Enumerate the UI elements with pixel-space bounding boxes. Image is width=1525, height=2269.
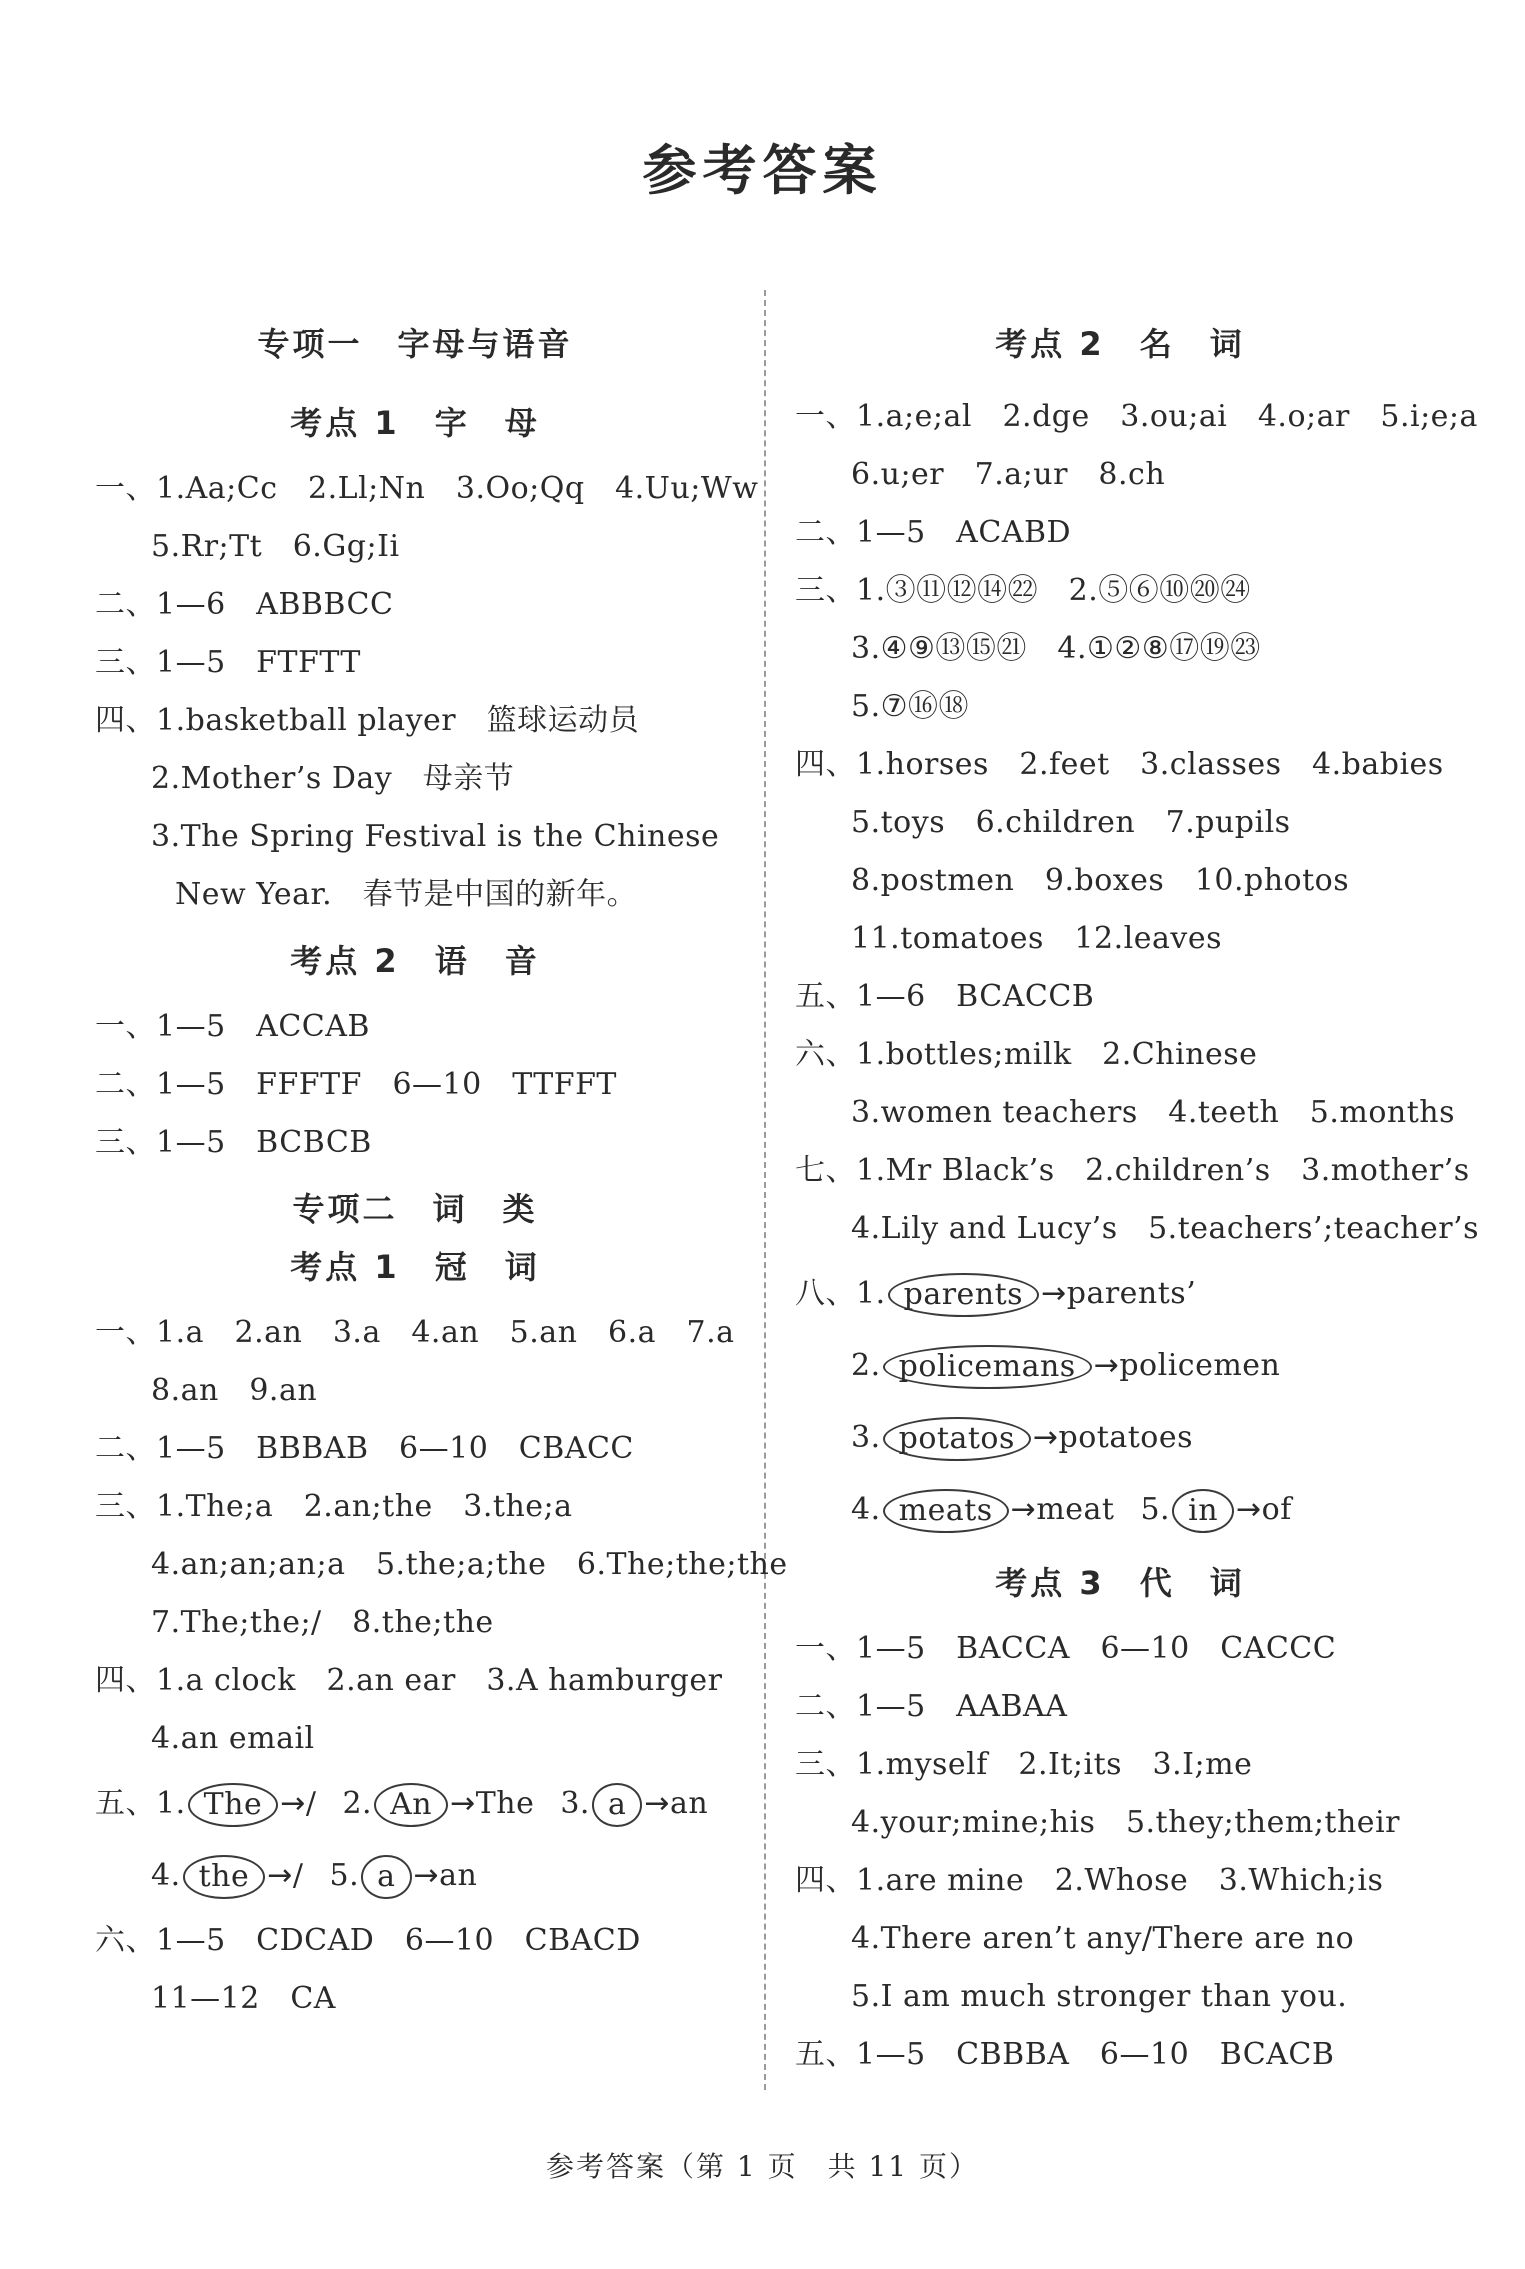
answer-line: 二、1—5 AABAA: [795, 1689, 1068, 1724]
answer-line: 三、1—5 BCBCB: [95, 1125, 372, 1160]
page-title: 参考答案: [642, 138, 883, 202]
column-divider: [764, 290, 766, 2090]
answer-line: 4.Lily and Lucy’s 5.teachers’;teacher’s: [851, 1211, 1480, 1246]
answer-line: 4.your;mine;his 5.they;them;their: [851, 1805, 1400, 1840]
arrow-icon: →: [1236, 1492, 1262, 1527]
left-column: [95, 300, 788, 2028]
answer-line: 六、1.bottles;milk 2.Chinese: [795, 1037, 1258, 1072]
answer-line: 3.women teachers 4.teeth 5.months: [851, 1095, 1456, 1130]
section-heading: 专项一 字母与语音: [257, 325, 573, 363]
subsection-heading: 考点 1 字 母: [290, 404, 540, 442]
answer-line: 三、1.③⑪⑫⑭㉒ 2.⑤⑥⑩⑳㉔: [795, 573, 1251, 608]
answer-line: 4.an email: [151, 1721, 315, 1756]
answer-line: 一、1.a;e;al 2.dge 3.ou;ai 4.o;ar 5.i;e;a: [795, 399, 1478, 434]
answer-line: New Year. 春节是中国的新年。: [175, 877, 638, 912]
circled-error: a: [361, 1855, 411, 1899]
item-label: 4.: [851, 1492, 881, 1527]
correction-line: [795, 1402, 1445, 1474]
correction-line: [95, 1840, 735, 1912]
correction: policemen: [1119, 1348, 1281, 1383]
answer-line: 三、1.The;a 2.an;the 3.the;a: [95, 1489, 573, 1524]
page-footer: 参考答案（第 1 页 共 11 页）: [545, 2150, 980, 2183]
circled-error: meats: [883, 1489, 1009, 1533]
arrow-icon: →: [1041, 1276, 1067, 1311]
answer-line: 一、1.Aa;Cc 2.Ll;Nn 3.Oo;Qq 4.Uu;Ww: [95, 471, 759, 506]
arrow-icon: →: [1010, 1492, 1037, 1527]
answer-line: 五、1—6 BCACCB: [795, 979, 1095, 1014]
answer-line: 3.The Spring Festival is the Chinese: [151, 819, 720, 854]
subsection-heading: 考点 2 语 音: [290, 942, 540, 980]
answer-line: 四、1.are mine 2.Whose 3.Which;is: [795, 1863, 1384, 1898]
answer-line: 8.postmen 9.boxes 10.photos: [851, 863, 1350, 898]
answer-line: 一、1—5 ACCAB: [95, 1009, 370, 1044]
answer-line: 四、1.a clock 2.an ear 3.A hamburger: [95, 1663, 723, 1698]
correction: an: [439, 1858, 478, 1893]
answer-line: 5.I am much stronger than you.: [851, 1979, 1348, 2014]
answer-line: 6.u;er 7.a;ur 8.ch: [851, 457, 1166, 492]
right-column: [795, 300, 1480, 2084]
answer-line: 三、1.myself 2.It;its 3.I;me: [795, 1747, 1253, 1782]
circled-error: the: [183, 1855, 266, 1899]
answer-line: 三、1—5 FTFTT: [95, 645, 361, 680]
item-label: 5.: [329, 1858, 360, 1893]
subsection-heading: 考点 2 名 词: [995, 325, 1245, 363]
answer-line: 六、1—5 CDCAD 6—10 CBACD: [95, 1923, 641, 1958]
circled-error: potatos: [883, 1417, 1031, 1461]
correction: potatoes: [1058, 1420, 1193, 1455]
correction: /: [305, 1786, 317, 1821]
correction: an: [669, 1786, 709, 1821]
answer-line: 七、1.Mr Black’s 2.children’s 3.mother’s: [795, 1153, 1470, 1188]
circled-error: parents: [888, 1273, 1039, 1317]
item-label: 3.: [560, 1786, 590, 1821]
item-label: 2.: [342, 1786, 373, 1821]
correction-line: [795, 1330, 1445, 1402]
subsection-heading: 考点 1 冠 词: [290, 1248, 540, 1286]
arrow-icon: →: [267, 1858, 293, 1893]
answer-line: 一、1—5 BACCA 6—10 CACCC: [795, 1631, 1337, 1666]
answer-line: 四、1.horses 2.feet 3.classes 4.babies: [795, 747, 1444, 782]
item-label: 4.: [151, 1858, 181, 1893]
arrow-icon: →: [280, 1786, 306, 1821]
section-heading: 专项二 词 类: [292, 1190, 538, 1228]
circled-error: in: [1172, 1489, 1234, 1533]
correction: meat: [1036, 1492, 1115, 1527]
answer-line: 二、1—6 ABBBCC: [95, 587, 394, 622]
subsection-heading: 考点 3 代 词: [995, 1564, 1245, 1602]
answer-line: 5.toys 6.children 7.pupils: [851, 805, 1291, 840]
circled-error: policemans: [883, 1345, 1092, 1389]
correction: The: [475, 1786, 535, 1821]
correction: /: [292, 1858, 304, 1893]
answer-line: 11.tomatoes 12.leaves: [851, 921, 1222, 956]
answer-line: 二、1—5 ACABD: [795, 515, 1072, 550]
arrow-icon: →: [644, 1786, 670, 1821]
circled-error: An: [374, 1783, 448, 1827]
answer-line: 8.an 9.an: [151, 1373, 318, 1408]
answer-line: 一、1.a 2.an 3.a 4.an 5.an 6.a 7.a: [95, 1315, 735, 1350]
correction-line: [795, 1258, 1445, 1330]
answer-line: 11—12 CA: [151, 1981, 336, 2016]
item-label: 3.: [851, 1420, 881, 1455]
answer-line: 2.Mother’s Day 母亲节: [151, 761, 515, 796]
item-label: 八、1.: [795, 1276, 886, 1311]
answer-line: 4.an;an;an;a 5.the;a;the 6.The;the;the: [151, 1547, 788, 1582]
item-label: 2.: [851, 1348, 881, 1383]
answer-line: 3.④⑨⑬⑮㉑ 4.①②⑧⑰⑲㉓: [851, 631, 1261, 666]
arrow-icon: →: [413, 1858, 440, 1893]
arrow-icon: →: [1093, 1348, 1120, 1383]
item-label: 五、1.: [95, 1786, 186, 1821]
circled-error: a: [592, 1783, 642, 1827]
correction-line: [95, 1768, 735, 1840]
answer-line: 二、1—5 FFFTF 6—10 TTFFT: [95, 1067, 617, 1102]
correction-line: [795, 1474, 1445, 1546]
answer-line: 5.⑦⑯⑱: [851, 689, 970, 724]
item-label: 5.: [1140, 1492, 1171, 1527]
circled-error: The: [188, 1783, 279, 1827]
answer-line: 4.There aren’t any/There are no: [851, 1921, 1355, 1956]
answer-line: 四、1.basketball player 篮球运动员: [95, 703, 640, 738]
arrow-icon: →: [1032, 1420, 1059, 1455]
correction: parents’: [1066, 1276, 1197, 1311]
arrow-icon: →: [450, 1786, 476, 1821]
correction: of: [1261, 1492, 1292, 1527]
answer-line: 五、1—5 CBBBA 6—10 BCACB: [795, 2037, 1335, 2072]
answer-line: 二、1—5 BBBAB 6—10 CBACC: [95, 1431, 634, 1466]
answer-line: 5.Rr;Tt 6.Gg;Ii: [151, 529, 400, 564]
answer-line: 7.The;the;/ 8.the;the: [151, 1605, 494, 1640]
